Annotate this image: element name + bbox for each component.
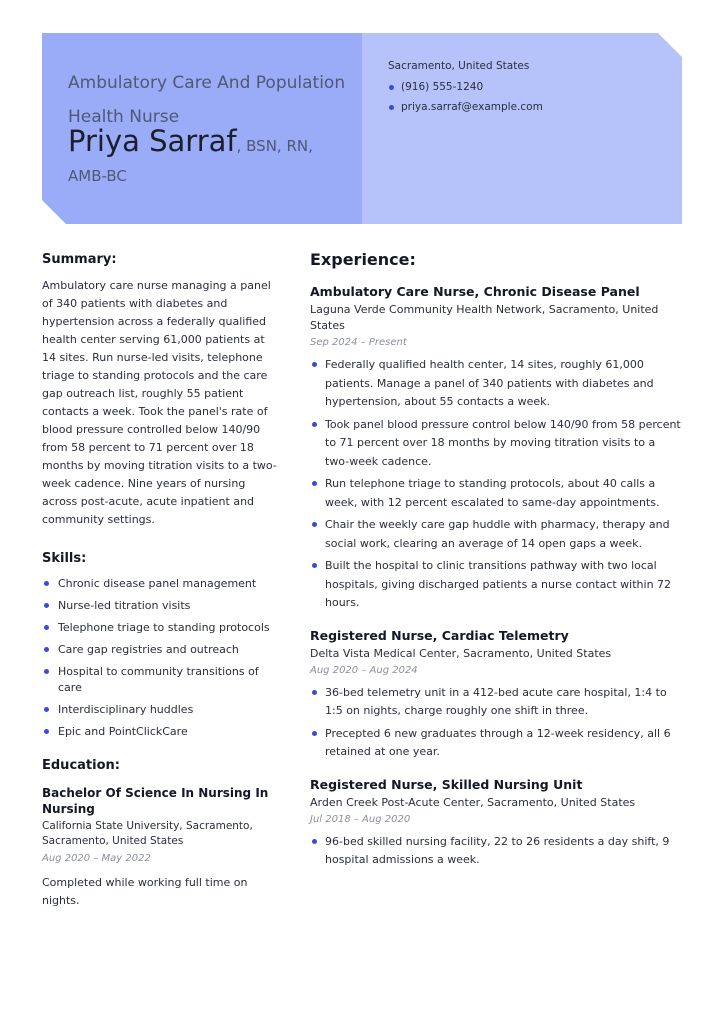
job-role: Registered Nurse, Skilled Nursing Unit [310,776,583,792]
job-entry [310,283,682,613]
job-bullet: Federally qualified health center, 14 sites, roughly 61,000 patients. Manage a panel of 340 patients with diabetes and hypertension, about 55 contacts a week. [310,356,682,412]
skill-item: Care gap registries and outreach [42,642,280,658]
skills-list [42,576,280,740]
job-role: Registered Nurse, Cardiac Telemetry [310,627,569,643]
candidate-name: Priya Sarraf [68,124,237,158]
summary-text: Ambulatory care nurse managing a panel of 340 patients with diabetes and hypertension across a federally qualified health center serving 61,000 patients at 14 sites. Run nurse-led visits, telephone triage to standing protocols and the care gap outreach list, roughly 55 patient contacts a week. Took the panel's rate of blood pressure controlled below 140/90 from 58 percent to 71 percent over 18 months by moving titration visits to a two-week cadence. Nine years of nursing across post-acute, acute inpatient and community settings. [42,279,277,526]
education-note: Completed while working full time on nights. [42,876,248,907]
job-role: Ambulatory Care Nurse, Chronic Disease Panel [310,284,640,299]
contact-info [388,60,678,121]
job-bullet: Chair the weekly care gap huddle with pharmacy, therapy and social work, clearing an average of 14 open gaps a week. [310,516,682,553]
credentials: , BSN, RN, AMB-BC [68,137,313,185]
skills-title: Skills: [42,551,87,566]
job-dates: Aug 2020 – Aug 2024 [310,664,418,676]
name-block [68,126,348,191]
education-dates: Aug 2020 – May 2022 [42,853,151,864]
email: priya.sarraf@example.com [388,101,678,113]
location: Sacramento, United States [388,60,530,72]
job-dates: Jul 2018 – Aug 2020 [310,813,411,825]
experience-title: Experience: [310,250,416,269]
job-bullets [310,356,682,613]
job-bullet: Took panel blood pressure control below 140/90 from 58 percent to 71 percent over 18 months by moving titration visits to a two-week cadence. [310,416,682,472]
skill-item: Telephone triage to standing protocols [42,620,280,636]
education-school: California State University, Sacramento, Sacramento, United States [42,820,253,847]
left-column [42,252,280,910]
job-bullet: Built the hospital to clinic transitions pathway with two local hospitals, giving discharged patients a nurse contact within 72 hours. [310,557,682,613]
job-bullet: 36-bed telemetry unit in a 412-bed acute care hospital, 1:4 to 1:5 on nights, charge roughly one shift in three. [310,684,682,721]
job-entry [310,776,682,870]
education-title: Education: [42,758,120,773]
education-degree: Bachelor Of Science In Nursing In Nursing [42,786,269,816]
job-bullets [310,833,682,870]
summary-title: Summary: [42,252,117,267]
job-bullets [310,684,682,762]
job-entry [310,627,682,762]
job-bullet: 96-bed skilled nursing facility, 22 to 26 residents a day shift, 9 hospital admissions a week. [310,833,682,870]
phone: (916) 555-1240 [388,81,678,93]
job-org: Delta Vista Medical Center, Sacramento, United States [310,646,612,660]
skill-item: Epic and PointClickCare [42,724,280,740]
job-org: Arden Creek Post-Acute Center, Sacramento, United States [310,795,636,809]
job-title: Ambulatory Care And Population Health Nurse [68,73,346,127]
job-bullet: Run telephone triage to standing protocols, about 40 calls a week, with 12 percent escalated to same-day appointments. [310,475,682,512]
skill-item: Hospital to community transitions of care [42,664,280,696]
job-bullet: Precepted 6 new graduates through a 12-week residency, all 6 retained at one year. [310,725,682,762]
job-org: Laguna Verde Community Health Network, Sacramento, United States [310,303,659,332]
skill-item: Chronic disease panel management [42,576,280,592]
skill-item: Nurse-led titration visits [42,598,280,614]
contact-list [388,81,678,113]
right-column [310,250,682,874]
skill-item: Interdisciplinary huddles [42,702,280,718]
job-dates: Sep 2024 – Present [310,337,407,348]
